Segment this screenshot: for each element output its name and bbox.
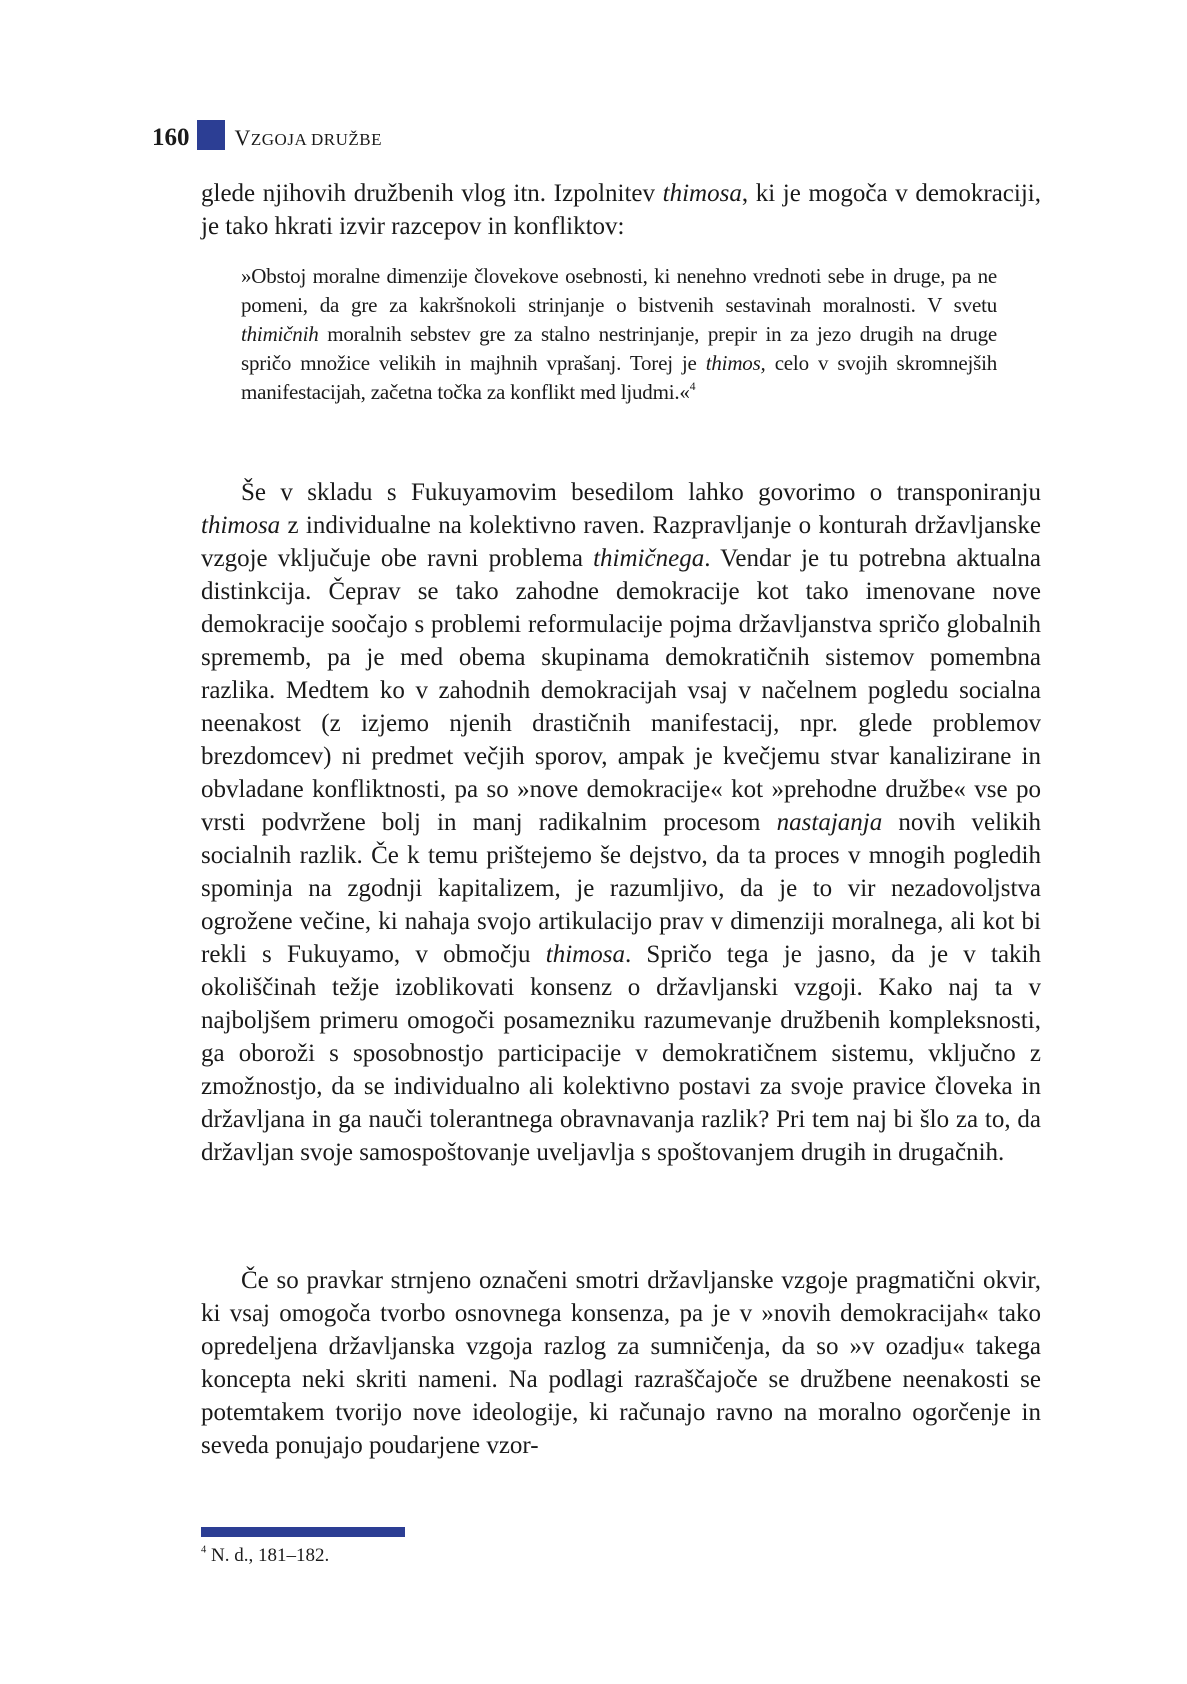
block-quote: »Obstoj moralne dimenzije človekove osebnosti, ki nenehno vrednoti sebe in druge, pa ne pomeni, da gre za kakršnokoli strinjanje o bistvenih sestavinah moralnosti. V svetu thimičnih moralnih sebstev gre za stalno nestrinjanje, prepir in za jezo drugih na druge spričo množice velikih in majhnih vprašanj. Torej je thimos, celo v svojih skromnejših manifestacijah, začetna točka za konflikt med ljudmi.«$^4$ [241, 264, 998, 404]
header-marker [197, 120, 225, 150]
paragraph-2: Še v skladu s Fukuyamovim besedilom lahko govorimo o transponiranju thimosa z individualne na kolektivno raven. Razpravljanje o konturah državljanske vzgoje vključuje obe ravni problema thimičnega. Vendar je tu potrebna aktualna distinkcija. Čeprav se tako zahodne demokracije kot tako imenovane nove demokracije soočajo s problemi reformulacije pojma državljanstva spričo globalnih sprememb, pa je med obema skupinama demokratičnih sistemov pomembna razlika. Medtem ko v zahodnih demokracijah vsaj v načelnem pogledu socialna neenakost (z izjemo njenih drastičnih manifestacij, npr. glede problemov brezdomcev) ni predmet večjih sporov, ampak je kvečjemu stvar kanalizirane in obvladane konfliktnosti, pa so »nove demokracije« kot »prehodne družbe« vse po vrsti podvržene bolj in manj radikalnim procesom nastajanja novih velikih socialnih razlik. Če k temu prištejemo še dejstvo, da ta proces v mnogih pogledih spominja na zgodnji kapitalizem, je razumljivo, da je to vir nezadovoljstva ogrožene večine, ki nahaja svojo artikulacijo prav v dimenziji moralnega, ali kot bi rekli s Fukuyamo, v območju thimosa. Spričo tega je jasno, da je v takih okoliščinah težje izoblikovati konsenz o državljanski vzgoji. Kako naj ta v najboljšem primeru omogoči posamezniku razumevanje družbenih kompleksnosti, ga oboroži s sposobnostjo participacije v demokratičnem sistemu, vključno z zmožnostjo, da se individualno ali kolektivno postavi za svoje pravice človeka in državljana in ga nauči tolerantnega obravnavanja razlik? Pri tem naj bi šlo za to, da državljan svoje samospoštovanje uveljavlja s spoštovanjem drugih in drugačnih. [201, 479, 1041, 1166]
running-header [152, 114, 382, 150]
paragraph-3: Če so pravkar strnjeno označeni smotri državljanske vzgoje pragmatični okvir, ki vsaj omogoča tvorbo osnovnega konsenza, pa je v »novih demokracijah« tako opredeljena državljanska vzgoja razlog za sumničenja, da so »v ozadju« takega koncepta neki skriti nameni. Na podlagi razraščajoče se družbene neenakosti se potemtakem tvorijo nove ideologije, ki računajo ravno na moralno ogorčenje in seveda ponujajo poudarjene vzor- [201, 1267, 1041, 1459]
running-title: VZGOJA DRUŽBE [234, 125, 383, 150]
footnote: $^4$ N. d., 181–182. [201, 1544, 330, 1566]
paragraph-1: glede njihovih družbenih vlog itn. Izpolnitev thimosa, ki je mogoča v demokraciji, je tako hkrati izvir razcepov in konfliktov: [201, 180, 1041, 240]
page-number: 160 [152, 124, 190, 151]
footnote-rule [201, 1527, 405, 1537]
footnote-ref[interactable]: 4 [689, 380, 696, 393]
